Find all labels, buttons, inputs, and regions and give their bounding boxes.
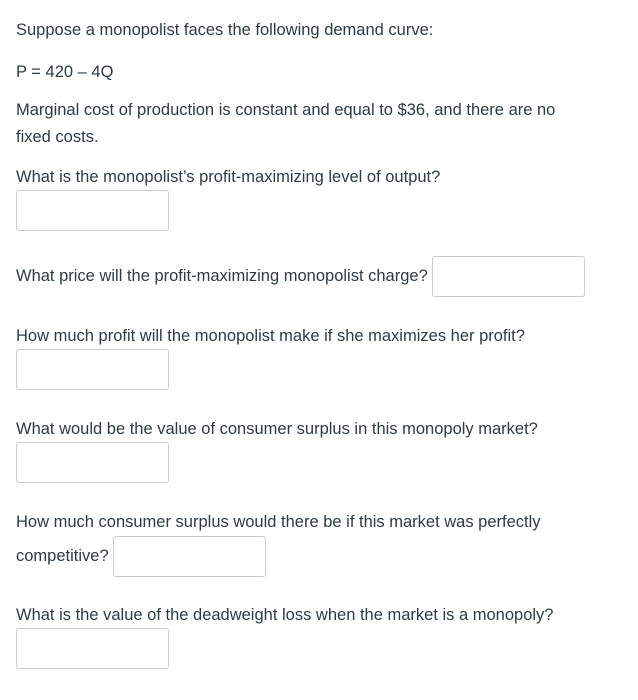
competitive-surplus-answer-input[interactable] — [113, 536, 266, 577]
output-answer-input[interactable] — [16, 190, 169, 231]
question-consumer-surplus-label: What would be the value of consumer surplus in this monopoly market? — [16, 420, 538, 438]
question-price-row — [16, 256, 585, 297]
question-price-label: What price will the profit-maximizing monopolist charge? — [16, 267, 428, 285]
demand-equation: P = 420 – 4Q — [16, 63, 114, 81]
cost-text-line1: Marginal cost of production is constant and equal to $36, and there are no — [16, 101, 556, 119]
deadweight-loss-answer-input[interactable] — [16, 628, 169, 669]
question-deadweight-loss-label: What is the value of the deadweight loss when the market is a monopoly? — [16, 606, 554, 624]
question-competitive-surplus-row — [16, 536, 266, 577]
question-competitive-surplus-line1: How much consumer surplus would there be if this market was perfectly — [16, 513, 541, 531]
consumer-surplus-answer-input[interactable] — [16, 442, 169, 483]
intro-text: Suppose a monopolist faces the following demand curve: — [16, 21, 434, 39]
cost-text-line2: fixed costs. — [16, 128, 99, 146]
question-profit-label: How much profit will the monopolist make if she maximizes her profit? — [16, 327, 525, 345]
price-answer-input[interactable] — [432, 256, 585, 297]
profit-answer-input[interactable] — [16, 349, 169, 390]
question-competitive-surplus-line2: competitive? — [16, 547, 109, 565]
question-output-label: What is the monopolist’s profit-maximizing level of output? — [16, 168, 441, 186]
